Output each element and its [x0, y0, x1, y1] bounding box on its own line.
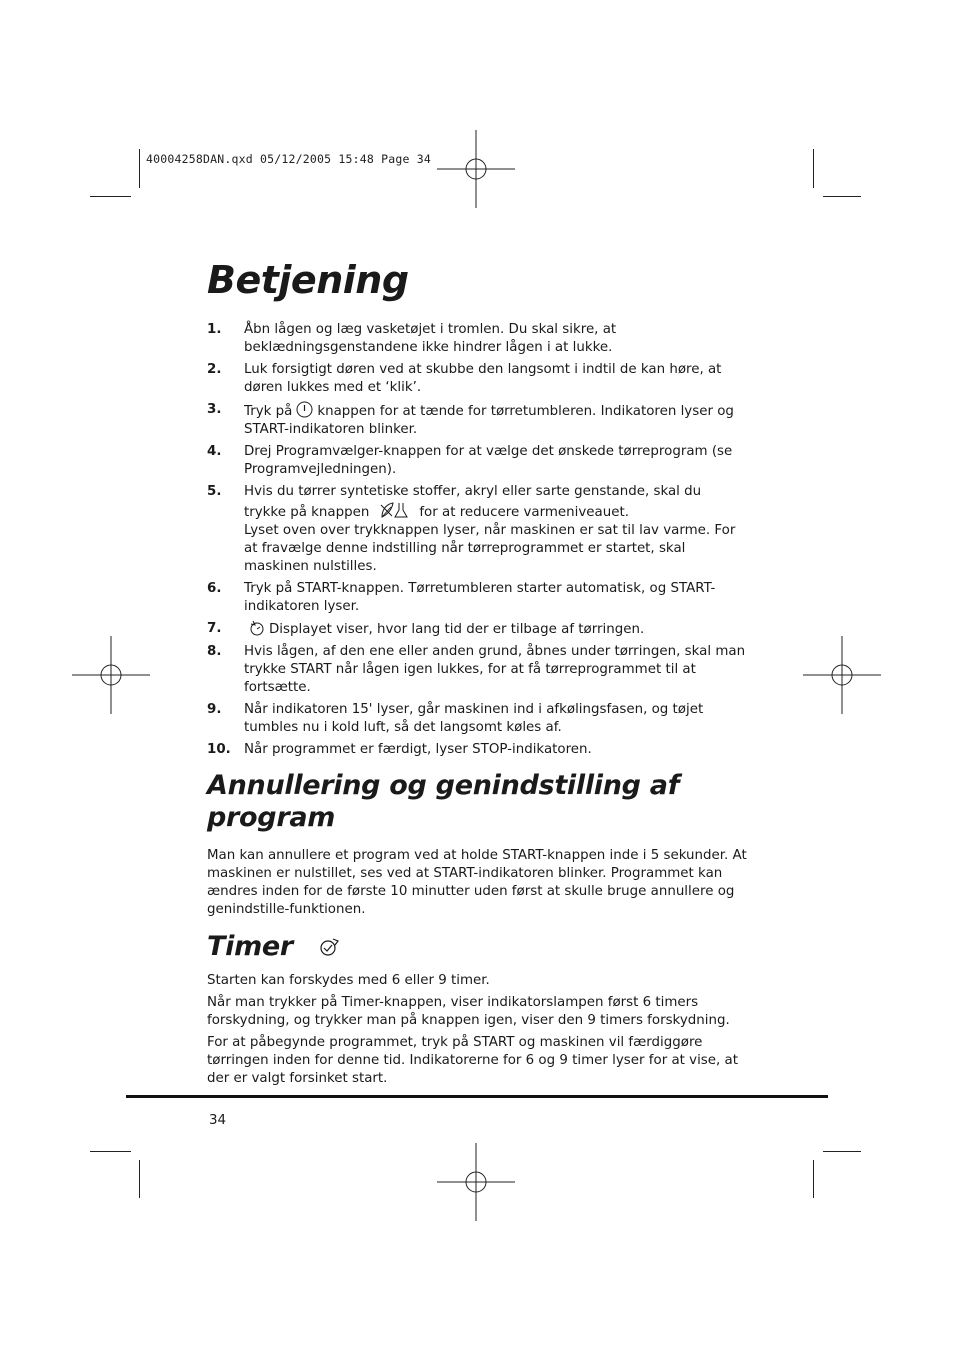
list-item [207, 741, 747, 759]
list-item [207, 361, 747, 397]
step-number: 9. [207, 702, 222, 717]
step-text: Displayet viser, hvor lang tid der er tilbage af tørringen. [269, 622, 645, 637]
crop-mark [823, 1151, 861, 1152]
crop-mark [90, 1151, 131, 1152]
section-heading-timer [207, 931, 340, 963]
step-text-extra: Lyset oven over trykknappen lyser, når maskinen er sat til lav varme. For at fravælge denne indstilling når tørreprogrammet er startet, skal maskinen nulstilles. [244, 523, 736, 574]
page-title: Betjening [207, 258, 409, 302]
step-number: 2. [207, 362, 222, 377]
step-text: Tryk på START-knappen. Tørretumbleren starter automatisk, og START-indikatoren lyser. [244, 581, 716, 614]
list-item [207, 321, 747, 357]
registration-mark-icon [803, 636, 881, 714]
step-text: Hvis lågen, af den ene eller anden grund, åbnes under tørringen, skal man trykke START når lågen igen lukkes, for at få tørreprogrammet til at fortsætte. [244, 644, 746, 695]
low-heat-icon [379, 501, 409, 519]
step-text: knappen for at tænde for tørretumbleren. Indikatoren lyser og START-indikatoren blinker. [244, 404, 734, 437]
file-slug: 40004258DAN.qxd 05/12/2005 15:48 Page 34 [146, 152, 431, 166]
step-number: 1. [207, 322, 222, 337]
registration-mark-icon [437, 130, 515, 208]
step-number: 8. [207, 644, 222, 659]
step-text: Når indikatoren 15' lyser, går maskinen ind i afkølingsfasen, og tøjet tumbles nu i kold luft, så det langsomt køles af. [244, 702, 704, 735]
step-number: 4. [207, 444, 222, 459]
step-number: 5. [207, 484, 222, 499]
crop-mark [813, 1160, 814, 1198]
step-number: 7. [207, 621, 222, 636]
steps-list [207, 321, 747, 763]
timer-heading-text: Timer [207, 931, 293, 962]
step-number: 3. [207, 402, 222, 417]
crop-mark [139, 1160, 140, 1198]
list-item [207, 401, 747, 439]
registration-mark-icon [437, 1143, 515, 1221]
list-item [207, 483, 747, 576]
step-number: 6. [207, 581, 222, 596]
footer-rule [126, 1095, 828, 1098]
section-heading-annullering: Annullering og genindstilling af program [207, 770, 680, 833]
timer-paragraph-2: Når man trykker på Timer-knappen, viser indikatorslampen først 6 timers forskydning, og trykker man på knappen igen, viser den 9 timers forskydning. [207, 995, 730, 1028]
timer-display-icon [247, 620, 265, 636]
crop-mark [90, 196, 131, 197]
timer-icon [318, 937, 340, 957]
step-text: Åbn lågen og læg vasketøjet i tromlen. Du skal sikre, at beklædningsgenstandene ikke hindrer lågen i at lukke. [244, 322, 617, 355]
page-number: 34 [209, 1113, 227, 1128]
list-item [207, 643, 747, 697]
step-text: for at reducere varmeniveauet. [419, 505, 629, 520]
step-text-pre: Hvis du tørrer syntetiske stoffer, akryl eller sarte genstande, skal du trykke på knappen [244, 484, 702, 520]
step-text-pre: Tryk på [244, 404, 293, 419]
timer-paragraph-3: For at påbegynde programmet, tryk på START og maskinen vil færdiggøre tørringen inden for denne tid. Indikatorerne for 6 og 9 timer lyser for at vise, at der er valgt forsinket start. [207, 1035, 738, 1086]
list-item [207, 701, 747, 737]
registration-mark-icon [72, 636, 150, 714]
list-item [207, 580, 747, 616]
step-number: 10. [207, 742, 231, 757]
list-item [207, 443, 747, 479]
power-icon [296, 401, 313, 418]
list-item [207, 620, 747, 639]
step-text: Luk forsigtigt døren ved at skubbe den langsomt i indtil de kan høre, at døren lukkes med et ‘klik’. [244, 362, 722, 395]
step-text: Drej Programvælger-knappen for at vælge det ønskede tørreprogram (se Programvejledningen). [244, 444, 733, 477]
crop-mark [823, 196, 861, 197]
timer-paragraph-1: Starten kan forskydes med 6 eller 9 timer. [207, 973, 490, 988]
crop-mark [813, 149, 814, 188]
crop-mark [139, 149, 140, 188]
step-text: Når programmet er færdigt, lyser STOP-indikatoren. [244, 742, 592, 757]
section-body-annullering: Man kan annullere et program ved at holde START-knappen inde i 5 sekunder. At maskinen er nulstillet, ses ved at START-indikatoren blinker. Programmet kan ændres inden for de første 10 minutter uden først at skulle bruge annullere og genindstille-funktionen. [207, 848, 747, 917]
